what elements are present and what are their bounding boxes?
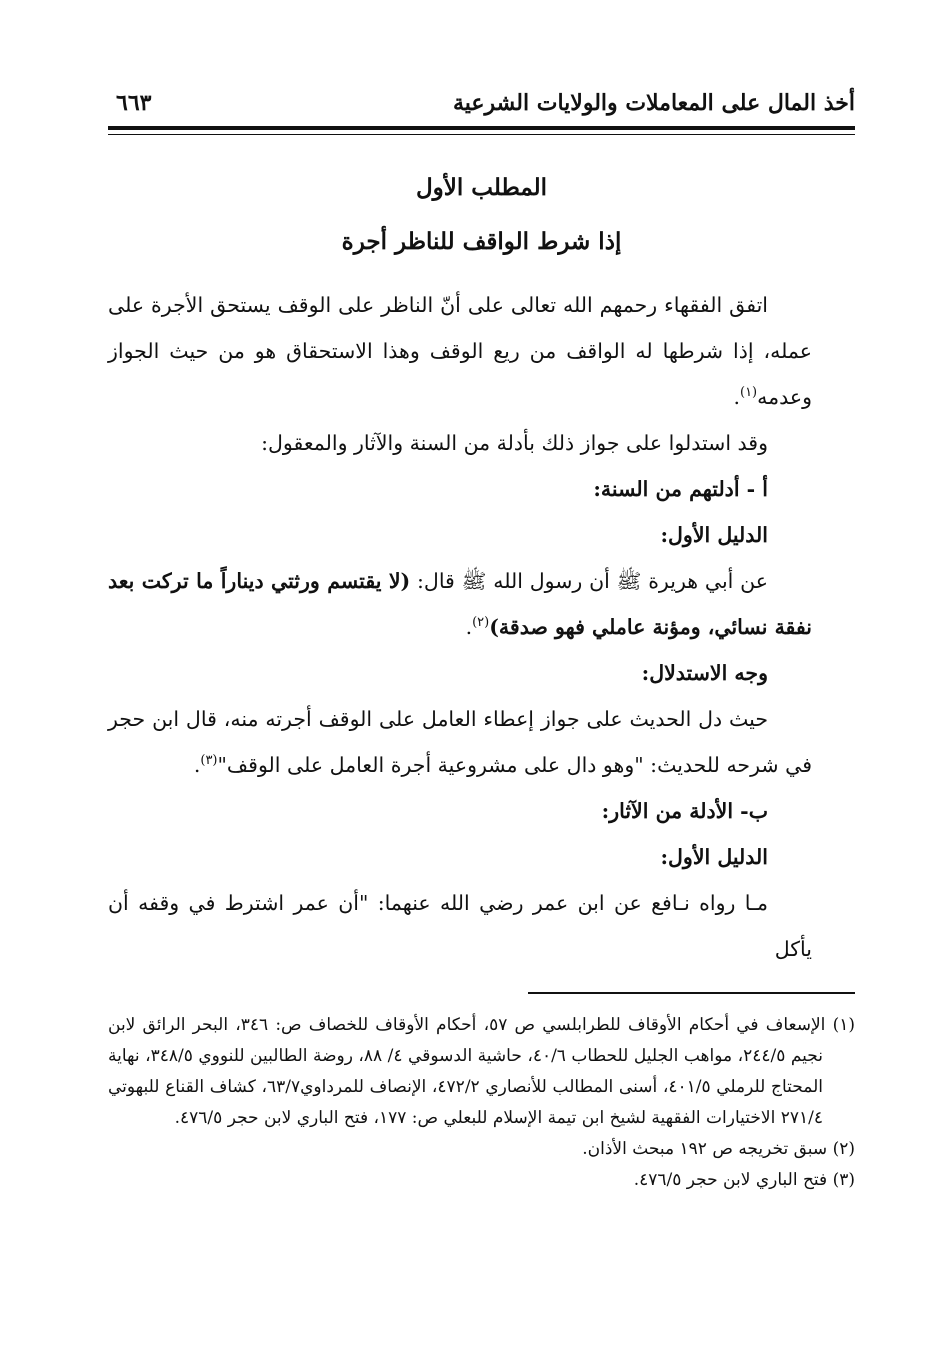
paragraph-1-end: . <box>733 385 740 409</box>
footnote-1: (١) الإسعاف في أحكام الأوقاف للطرابلسي ص ٥٧، أحكام الأوقاف للخصاف ص: ٣٤٦، البحر الرائق لابن نجيم ٢٤٤/٥، مواهب الجليل للحطاب ٤٠/٦، حاشية الدسوقي ٤/ ٨٨، روضة الطالبين للنووي ٣٤٨/٥، نهاية المحتاج للرملي ٤٠١/٥، أسنى المطالب للأنصاري ٤٧٢/٢، الإنصاف للمرداوي٦٣/٧، كشاف القناع للبهوتي ٢٧١/٤ الاختيارات الفقهية لشيخ ابن تيمة الإسلام للبعلي ص: ١٧٧، فتح الباري لابن حجر ٤٧٦/٥. <box>108 1015 856 1128</box>
header-rule-thick <box>108 126 855 130</box>
paragraph-5: مـا رواه نـافع عن ابن عمر رضي الله عنهما: "أن عمر اشترط في وقفه أن يأكل <box>108 891 812 961</box>
subheading-sunnah: أ - أدلتهم من السنة: <box>593 477 768 501</box>
running-header-title: أخذ المال على المعاملات والولايات الشرعية <box>452 90 855 116</box>
subheading-athar: ب- الأدلة من الآثار: <box>601 799 768 823</box>
paragraph-3-end: . <box>465 615 473 639</box>
footnote-ref-1: (١) <box>739 385 758 401</box>
section-title: إذا شرط الواقف للناظر أجرة <box>341 228 622 255</box>
paragraph-4-text: حيث دل الحديث على جواز إعطاء العامل على الوقف أجرته منه، قال ابن حجر في شرحه للحديث: "وهو دال على مشروعية أجرة العامل على الوقف" <box>108 707 812 777</box>
main-text <box>108 282 812 972</box>
footnote-3: (٣) فتح الباري لابن حجر ٤٧٦/٥. <box>633 1170 855 1190</box>
running-header <box>116 88 855 118</box>
header-rule-thin <box>108 134 855 135</box>
footnote-2: (٢) سبق تخريجه ص ١٩٢ مبحث الأذان. <box>582 1139 855 1159</box>
page-number: ٦٦٣ <box>116 90 152 116</box>
paragraph-1 <box>108 282 812 420</box>
hadith-quote: (لا يقتسم ورثتي ديناراً ما تركت بعد نفقة نسائي، ومؤنة عاملي فهو صدقة) <box>108 569 812 639</box>
paragraph-3 <box>108 558 812 650</box>
subheading-first-evidence-2: الدليل الأول: <box>660 845 768 869</box>
subheading-first-evidence: الدليل الأول: <box>660 523 768 547</box>
paragraph-4 <box>108 696 812 788</box>
footnote-separator <box>528 992 855 994</box>
subheading-inference: وجه الاستدلال: <box>641 661 768 685</box>
section-heading: المطلب الأول <box>415 174 548 201</box>
footnote-ref-3: (٣) <box>200 753 218 769</box>
paragraph-4-end: . <box>193 753 201 777</box>
footnotes <box>108 1010 855 1196</box>
paragraph-2: وقد استدلوا على جواز ذلك بأدلة من السنة والآثار والمعقول: <box>261 431 768 455</box>
footnote-ref-2: (٢) <box>472 615 490 631</box>
paragraph-3-text: عن أبي هريرة ﷺ أن رسول الله ﷺ قال: <box>410 569 768 593</box>
paragraph-1-text: اتفق الفقهاء رحمهم الله تعالى على أنّ الناظر على الوقف يستحق الأجرة على عمله، إذا شرطها له الواقف من ريع الوقف وهذا الاستحقاق هو من حيث الجواز وعدمه <box>108 293 812 409</box>
